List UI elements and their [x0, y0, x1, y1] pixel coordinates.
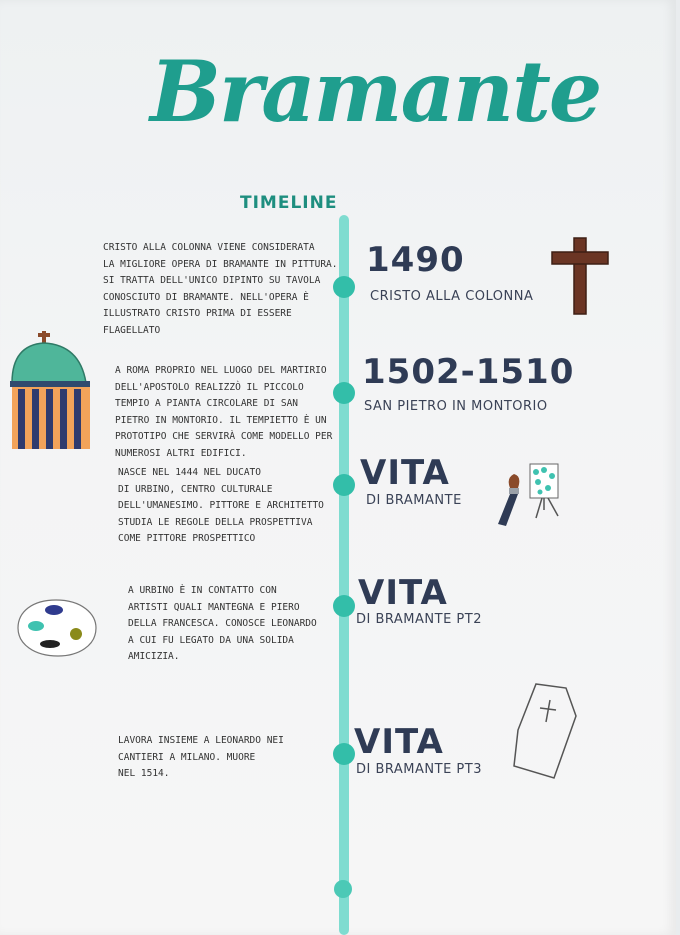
- timeline-dot: [333, 743, 355, 765]
- tempietto-icon: [8, 325, 92, 453]
- entry-description: LAVORA INSIEME A LEONARDO NEI CANTIERI A MILANO. MUORE NEL 1514.: [118, 735, 284, 779]
- timeline-end-dot: [334, 880, 352, 898]
- page-title: Bramante: [150, 42, 601, 141]
- entry-description: A ROMA PROPRIO NEL LUOGO DEL MARTIRIO DELL'APOSTOLO REALIZZÒ IL PICCOLO TEMPIO A PIANTA CIRCOLARE DI SAN PIETRO IN MONTORIO. IL TEMPIETTO È UN PROTOTIPO CHE SERVIRÀ COME MODELLO PER NUMEROSI ALTRI EDIFICI.: [115, 365, 333, 459]
- easel-brush-icon: [492, 460, 564, 532]
- cross-icon: [550, 236, 610, 316]
- entry-subtitle: SAN PIETRO IN MONTORIO: [364, 399, 548, 414]
- palette-icon: [16, 598, 98, 658]
- timeline-line: [339, 215, 349, 935]
- entry-subtitle: DI BRAMANTE PT3: [356, 762, 482, 777]
- entry-description: NASCE NEL 1444 NEL DUCATO DI URBINO, CENTRO CULTURALE DELL'UMANESIMO. PITTORE E ARCHITETTO STUDIA LE REGOLE DELLA PROSPETTIVA COME PITTORE PROSPETTICO: [118, 467, 324, 544]
- entry-year: 1490: [366, 240, 465, 280]
- entry-year: VITA: [358, 573, 448, 613]
- coffin-icon: [510, 682, 580, 782]
- entry-year: VITA: [354, 722, 444, 762]
- entry-year: 1502-1510: [362, 352, 575, 392]
- entry-description: CRISTO ALLA COLONNA VIENE CONSIDERATA LA MIGLIORE OPERA DI BRAMANTE IN PITTURA. SI TRATTA DELL'UNICO DIPINTO SU TAVOLA CONOSCIUTO DI BRAMANTE. NELL'OPERA È ILLUSTRATO CRISTO PRIMA DI ESSERE FLAGELLATO: [103, 242, 338, 336]
- entry-subtitle: CRISTO ALLA COLONNA: [370, 289, 534, 304]
- timeline-dot: [333, 474, 355, 496]
- timeline-heading: TIMELINE: [240, 193, 338, 213]
- entry-subtitle: DI BRAMANTE: [366, 493, 462, 508]
- entry-year: VITA: [360, 453, 450, 493]
- timeline-dot: [333, 382, 355, 404]
- entry-subtitle: DI BRAMANTE PT2: [356, 612, 482, 627]
- entry-description: A URBINO È IN CONTATTO CON ARTISTI QUALI MANTEGNA E PIERO DELLA FRANCESCA. CONOSCE LEONARDO A CUI FU LEGATO DA UNA SOLIDA AMICIZIA.: [128, 585, 317, 662]
